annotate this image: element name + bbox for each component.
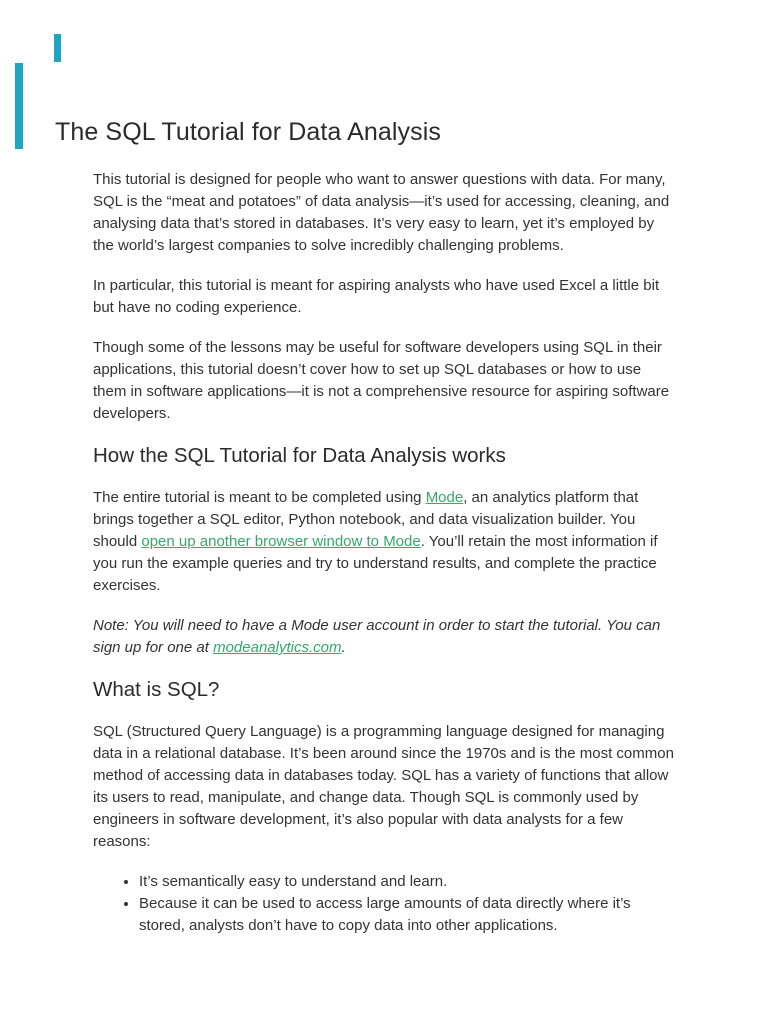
accent-bar-tall	[15, 63, 23, 149]
how-it-works-paragraph	[93, 487, 678, 597]
intro-paragraph-2: In particular, this tutorial is meant for aspiring analysts who have used Excel a little bit but have no coding experience.	[93, 277, 660, 316]
signup-note	[93, 615, 678, 659]
note-text-2: .	[341, 639, 346, 656]
modeanalytics-link[interactable]: modeanalytics.com	[213, 639, 342, 656]
list-item: • Because it can be used to access large amounts of data directly where it’s stored, analysts don’t have to copy data into other applications.	[139, 893, 678, 937]
note-text-1: Note: You will need to have a Mode user account in order to start the tutorial. You can sign up for one at	[93, 617, 661, 656]
how-text-3: . You’ll retain the most information if you run the example queries and try to understand results, and complete the practice exercises.	[93, 533, 658, 594]
page-title: The SQL Tutorial for Data Analysis	[55, 118, 441, 146]
what-is-sql-heading: What is SQL?	[93, 678, 220, 701]
what-is-sql-paragraph: SQL (Structured Query Language) is a programming language designed for managing data in a relational database. It’s been around since the 1970s and is the most common method of accessing data in databases today. SQL has a variety of functions that allow its users to read, manipulate, and change data. Though SQL is commonly used by engineers in software development, it’s also popular with data analysts for a few reasons:	[93, 723, 674, 850]
document-body	[93, 169, 678, 937]
how-it-works-heading: How the SQL Tutorial for Data Analysis works	[93, 444, 506, 467]
accent-bar-small	[54, 34, 61, 62]
intro-paragraph-1: This tutorial is designed for people who want to answer questions with data. For many, SQL is the “meat and potatoes” of data analysis—it’s used for accessing, cleaning, and analysing data that’s stored in databases. It’s very easy to learn, yet it’s employed by the world’s largest companies to solve incredibly challenging problems.	[93, 171, 670, 254]
how-text-1: The entire tutorial is meant to be completed using	[93, 489, 426, 506]
list-item: • It’s semantically easy to understand and learn.	[139, 871, 678, 893]
intro-paragraph-3: Though some of the lessons may be useful for software developers using SQL in their applications, this tutorial doesn’t cover how to set up SQL databases or how to use them in software applications—it is not a comprehensive resource for aspiring software developers.	[93, 339, 670, 422]
reasons-list	[93, 871, 678, 937]
mode-link[interactable]: Mode	[425, 489, 464, 506]
how-text-2: , an analytics platform that brings together a SQL editor, Python notebook, and data visualization builder. You should	[93, 489, 639, 550]
open-mode-window-link[interactable]: open up another browser window to Mode	[141, 533, 421, 550]
